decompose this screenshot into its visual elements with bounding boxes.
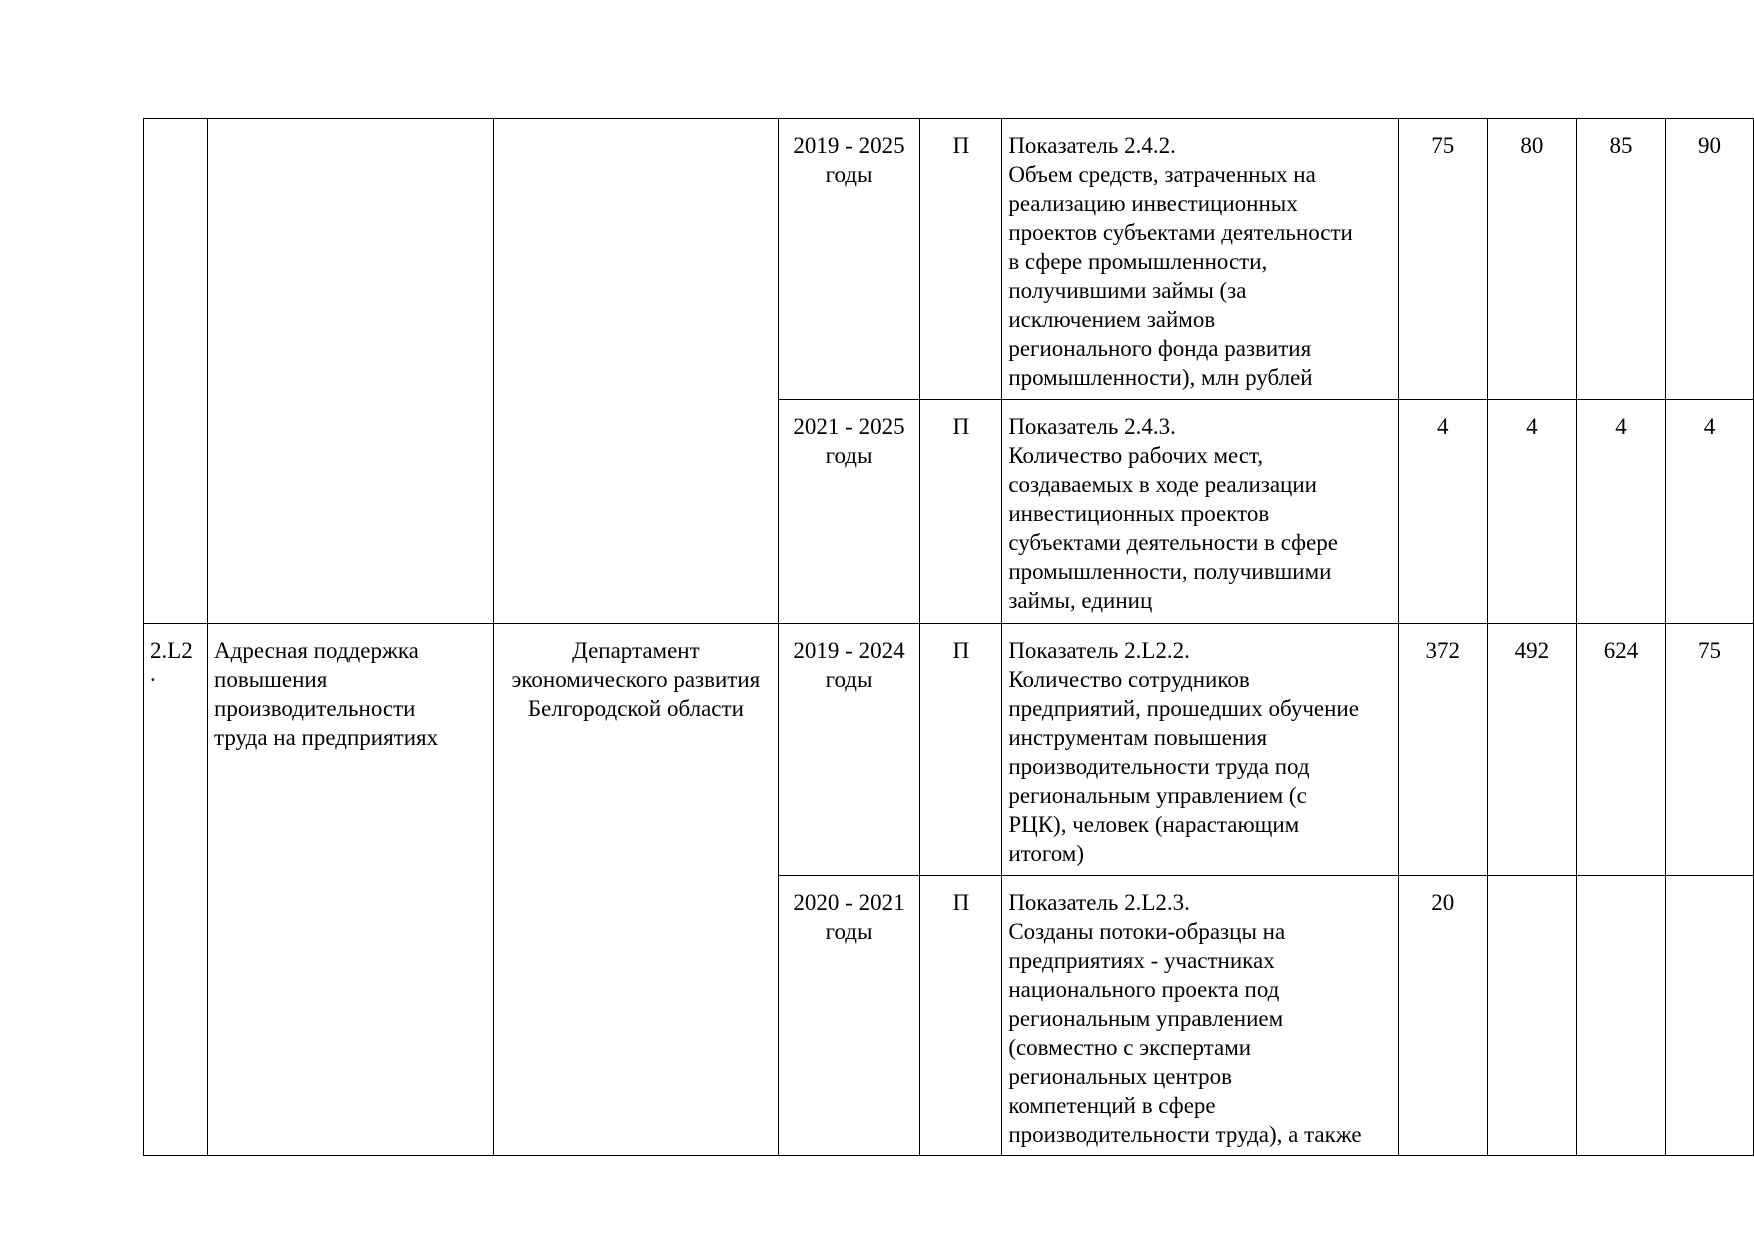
value-cell: [1576, 624, 1665, 876]
value-text: 4: [1526, 414, 1538, 439]
indicator-text: компетенций в сфере: [1008, 1093, 1216, 1118]
period-text: 2021 - 2025: [793, 414, 905, 439]
indicator-text: получившими займы (за: [1008, 278, 1247, 303]
indicator-cell: [1002, 400, 1398, 624]
value-text: 4: [1615, 414, 1627, 439]
indicator-text: региональных центров: [1008, 1064, 1232, 1089]
measure-cell: [208, 624, 494, 1156]
executor-text: экономического развития: [511, 667, 761, 692]
indicator-cell: [1002, 624, 1398, 876]
measure-text: производительности: [214, 696, 416, 721]
executor-text: Белгородской области: [527, 696, 744, 721]
value-cell: [1398, 876, 1487, 1156]
indicator-text: Количество сотрудников: [1008, 667, 1250, 692]
period-text: 2019 - 2024: [793, 638, 905, 663]
indicator-text: предприятиях - участниках: [1008, 948, 1275, 973]
indicator-text: производительности труда под: [1008, 754, 1310, 779]
type-text: П: [952, 890, 970, 915]
indicator-text: проектов субъектами деятельности: [1008, 220, 1353, 245]
period-cell: [778, 876, 920, 1156]
table-row: [144, 119, 1754, 400]
type-cell: [920, 624, 1002, 876]
indicator-text: регионального фонда развития: [1008, 336, 1312, 361]
indicator-text: в сфере промышленности,: [1008, 249, 1268, 274]
indicator-text: региональным управлением: [1008, 1006, 1284, 1031]
value-cell: [1487, 624, 1576, 876]
value-text: 90: [1698, 133, 1722, 158]
indicator-text: инструментам повышения: [1008, 725, 1268, 750]
indicator-text: производительности труда), а также: [1008, 1122, 1362, 1147]
executor-cell: [494, 624, 778, 1156]
type-text: П: [952, 638, 970, 663]
indicator-text: Созданы потоки-образцы на: [1008, 919, 1286, 944]
type-cell: [920, 876, 1002, 1156]
value-text: 372: [1425, 638, 1461, 663]
type-text: П: [952, 133, 970, 158]
type-text: П: [952, 414, 970, 439]
indicator-title: Показатель 2.4.3.: [1008, 414, 1176, 439]
value-text: 80: [1520, 133, 1544, 158]
indicator-text: промышленности, получившими: [1008, 559, 1332, 584]
indicator-text: Количество рабочих мест,: [1008, 443, 1264, 468]
code-cell: [144, 119, 208, 624]
code-text: 2.L2: [150, 638, 193, 663]
period-text: 2019 - 2025: [793, 133, 905, 158]
indicator-text: создаваемых в ходе реализации: [1008, 472, 1317, 497]
table-row: [144, 624, 1754, 876]
value-text: 20: [1431, 890, 1455, 915]
value-text: 4: [1703, 414, 1716, 439]
value-cell: [1487, 119, 1576, 400]
indicator-text: национального проекта под: [1008, 977, 1280, 1002]
value-cell: [1487, 876, 1576, 1156]
measure-text: Адресная поддержка: [214, 638, 419, 663]
value-text: 4: [1437, 414, 1449, 439]
indicator-text: инвестиционных проектов: [1008, 501, 1270, 526]
value-cell: [1576, 400, 1665, 624]
value-cell: [1666, 624, 1754, 876]
indicator-text: предприятий, прошедших обучение: [1008, 696, 1359, 721]
value-cell: [1666, 119, 1754, 400]
value-cell: [1398, 400, 1487, 624]
period-cell: [778, 624, 920, 876]
period-text: годы: [825, 443, 873, 468]
measure-cell: [208, 119, 494, 624]
indicator-text: (совместно с экспертами: [1008, 1035, 1252, 1060]
indicator-text: РЦК), человек (нарастающим: [1008, 812, 1300, 837]
indicator-cell: [1002, 876, 1398, 1156]
period-cell: [778, 119, 920, 400]
value-text: 75: [1431, 133, 1455, 158]
value-cell: [1487, 400, 1576, 624]
indicator-title: Показатель 2.L2.2.: [1008, 638, 1190, 663]
code-text: .: [150, 661, 156, 686]
value-cell: [1576, 119, 1665, 400]
period-text: годы: [825, 667, 873, 692]
value-text: 624: [1603, 638, 1639, 663]
executor-cell: [494, 119, 778, 624]
period-text: годы: [825, 162, 873, 187]
indicators-table: [143, 118, 1754, 1156]
period-text: 2020 - 2021: [793, 890, 905, 915]
indicator-text: промышленности), млн рублей: [1008, 365, 1313, 390]
indicator-title: Показатель 2.4.2.: [1008, 133, 1176, 158]
indicator-title: Показатель 2.L2.3.: [1008, 890, 1190, 915]
period-cell: [778, 400, 920, 624]
indicator-text: итогом): [1008, 841, 1085, 866]
measure-text: повышения: [214, 667, 328, 692]
value-cell: [1666, 876, 1754, 1156]
type-cell: [920, 400, 1002, 624]
period-text: годы: [825, 919, 873, 944]
indicator-text: субъектами деятельности в сфере: [1008, 530, 1339, 555]
type-cell: [920, 119, 1002, 400]
code-cell: [144, 624, 208, 1156]
value-text: 75: [1698, 638, 1722, 663]
value-cell: [1398, 624, 1487, 876]
value-text: 85: [1609, 133, 1633, 158]
indicator-cell: [1002, 119, 1398, 400]
value-text: 492: [1514, 638, 1550, 663]
executor-text: Департамент: [572, 638, 700, 663]
indicator-text: реализацию инвестиционных: [1008, 191, 1298, 216]
measure-text: труда на предприятиях: [214, 725, 439, 750]
value-cell: [1398, 119, 1487, 400]
value-cell: [1576, 876, 1665, 1156]
indicator-text: региональным управлением (с: [1008, 783, 1307, 808]
indicator-text: исключением займов: [1008, 307, 1216, 332]
indicator-text: Объем средств, затраченных на: [1008, 162, 1316, 187]
value-cell: [1666, 400, 1754, 624]
indicator-text: займы, единиц: [1008, 588, 1153, 613]
